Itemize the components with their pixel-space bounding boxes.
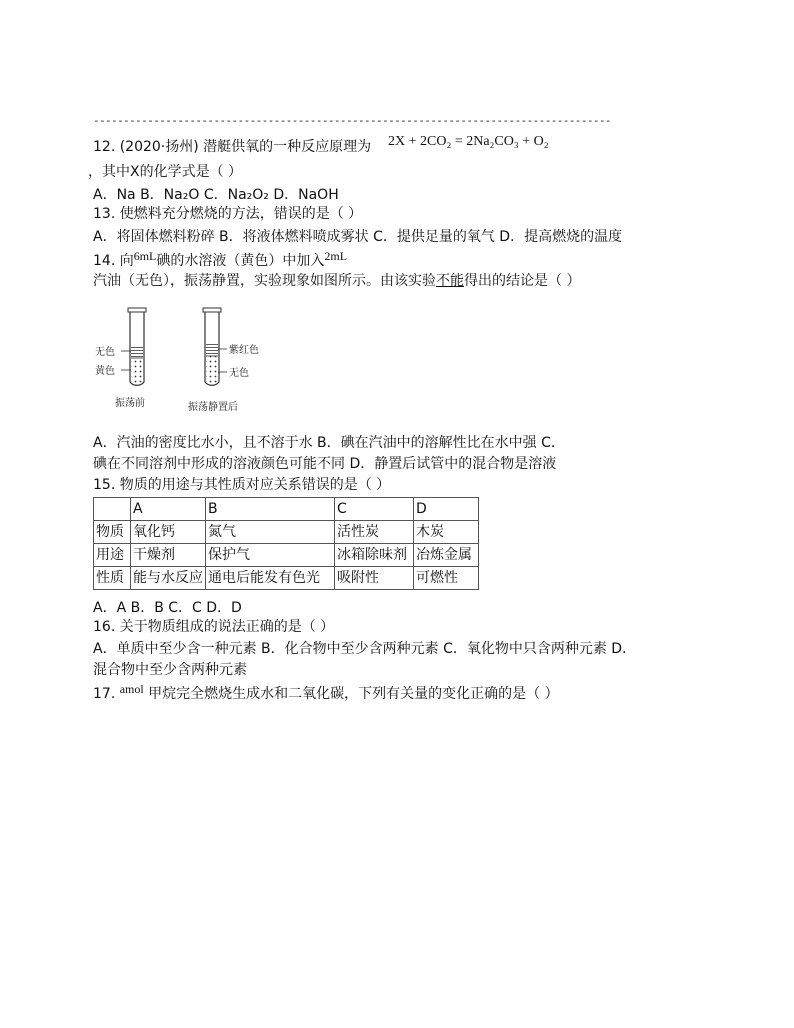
- table-row: [94, 521, 479, 544]
- q17-stem: [93, 682, 559, 703]
- table-cell: 物质: [94, 521, 131, 544]
- q17-text: 甲烷完全燃烧生成水和二氧化碳，下列有关量的变化正确的是（ ）: [148, 686, 559, 702]
- label-before-bottom: 黄色: [95, 366, 115, 377]
- q14-options-line1: A．汽油的密度比水小，且不溶于水 B．碘在汽油中的溶解性比在水中强 C．: [93, 435, 565, 451]
- table-cell: 能与水反应: [131, 567, 206, 590]
- q14-options-line2: 碘在不同溶剂中形成的溶液颜色可能不同 D．静置后试管中的混合物是溶液: [93, 456, 557, 472]
- table-cell: 氧化钙: [131, 521, 206, 544]
- q12-stem-continued: ，其中X的化学式是（ ）: [88, 164, 243, 180]
- q16-options-line1: A．单质中至少含一种元素 B．化合物中至少含两种元素 C．氧化物中只含两种元素 D．: [93, 641, 637, 657]
- q13-options: A．将固体燃料粉碎 B．将液体燃料喷成雾状 C．提供足量的氧气 D．提高燃烧的温度: [93, 229, 623, 245]
- caption-after: 振荡静置后: [188, 402, 238, 413]
- table-cell: 干燥剂: [131, 544, 206, 567]
- table-cell: 氮气: [206, 521, 335, 544]
- table-cell: 木炭: [414, 521, 479, 544]
- table-cell: 保护气: [206, 544, 335, 567]
- table-cell: 用途: [94, 544, 131, 567]
- q13-stem: 13. 使燃料充分燃烧的方法，错误的是（ ）: [93, 206, 363, 222]
- tube-after: [203, 308, 227, 385]
- caption-before: 振荡前: [115, 398, 145, 409]
- q14-stem-line2: [93, 272, 580, 290]
- table-cell: C: [335, 498, 414, 521]
- table-cell: 活性炭: [335, 521, 414, 544]
- table-cell: 性质: [94, 567, 131, 590]
- tube-before: [121, 308, 146, 385]
- table-cell: [94, 498, 131, 521]
- separator-line: --------------------------------------------------------------------------------------: [93, 114, 611, 127]
- q15-options: A．A B．B C．C D．D: [93, 600, 242, 616]
- q16-stem: 16. 关于物质组成的说法正确的是（ ）: [93, 619, 335, 635]
- q14-line2-b: 得出的结论是（ ）: [464, 273, 581, 289]
- q17-amount: amol: [119, 682, 144, 696]
- table-header-row: [94, 498, 479, 521]
- q14-line2-underlined: 不能: [436, 273, 464, 289]
- q15-stem: 15. 物质的用途与其性质对应关系错误的是（ ）: [93, 477, 391, 493]
- q14-stem-line1: [93, 249, 348, 270]
- q14-mid: 碘的水溶液（黄色）中加入: [156, 253, 325, 269]
- table-cell: A: [131, 498, 206, 521]
- q12-formula: 2X + 2CO₂ = 2Na₂CO₃ + O₂: [388, 134, 549, 149]
- q14-volume-1: 6mL: [133, 249, 157, 263]
- label-before-top: 无色: [95, 347, 115, 358]
- q14-line2-a: 汽油（无色），振荡静置，实验现象如图所示。由该实验: [93, 273, 436, 289]
- q16-options-line2: 混合物中至少含两种元素: [93, 662, 247, 678]
- label-after-bottom: 无色: [229, 368, 249, 379]
- table-row: [94, 544, 479, 567]
- test-tube-svg: [93, 304, 293, 420]
- q17-number: 17.: [93, 686, 116, 702]
- q12-options: A．Na B．Na₂O C．Na₂O₂ D．NaOH: [93, 187, 339, 203]
- q14-volume-2: 2mL: [324, 249, 348, 263]
- q12-stem: 12. (2020·扬州) 潜艇供氧的一种反应原理为: [93, 139, 372, 155]
- q14-pre: 14. 向: [93, 253, 134, 269]
- table-row: [94, 567, 479, 590]
- table-cell: 冶炼金属: [414, 544, 479, 567]
- table-cell: D: [414, 498, 479, 521]
- q15-table: [93, 497, 479, 590]
- table-cell: B: [206, 498, 335, 521]
- table-cell: 通电后能发有色光: [206, 567, 335, 590]
- table-cell: 冰箱除味剂: [335, 544, 414, 567]
- table-cell: 可燃性: [414, 567, 479, 590]
- test-tube-figure: [93, 304, 293, 420]
- label-after-top: 紫红色: [229, 345, 259, 356]
- table-cell: 吸附性: [335, 567, 414, 590]
